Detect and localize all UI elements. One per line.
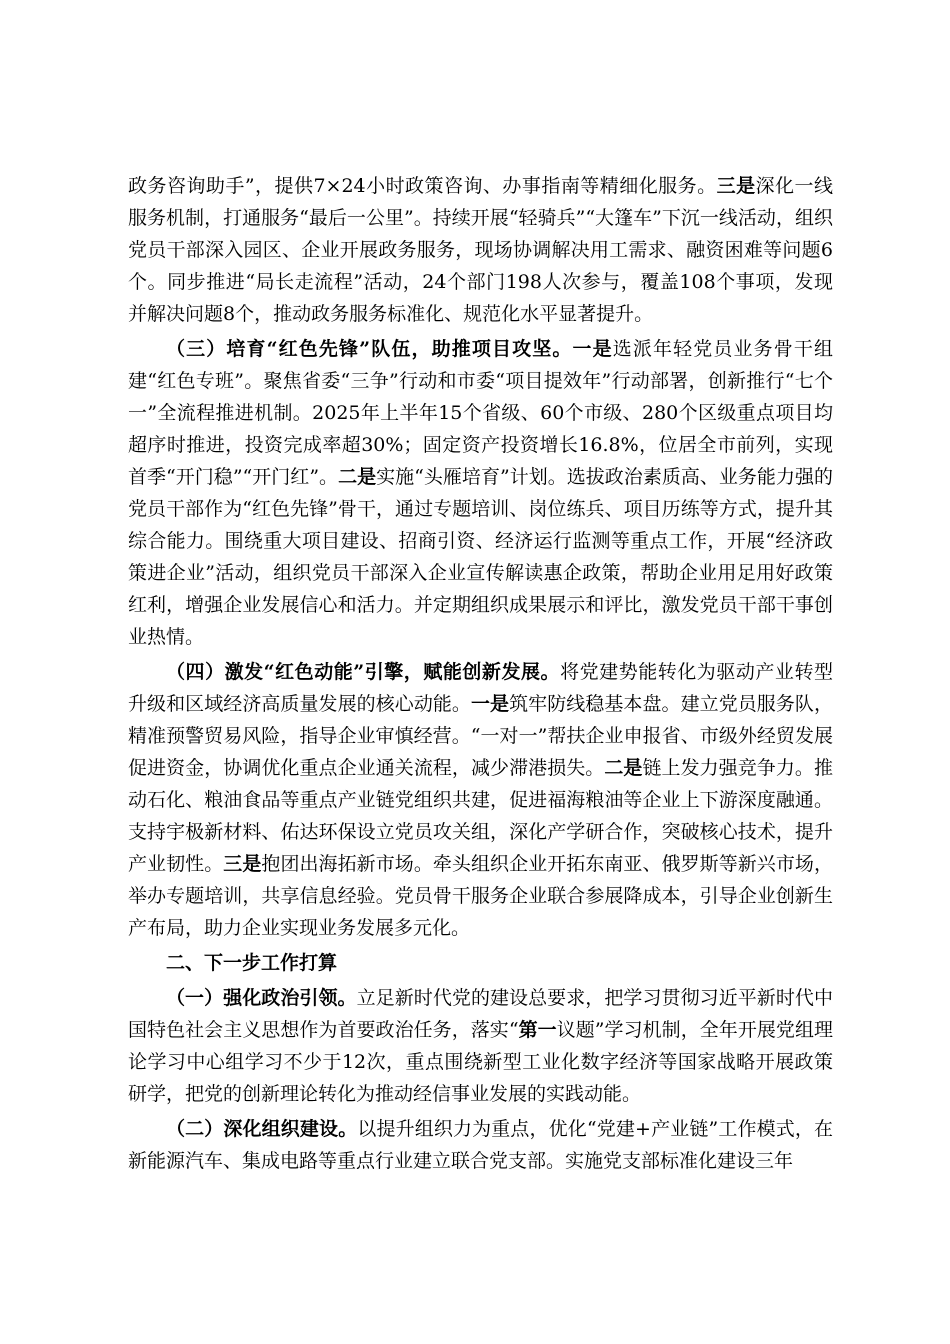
text-run: 将党建势能转化为驱动产业转型升级和区域经济高质量发展的核心动能。 — [128, 661, 833, 715]
text-run: 筑牢防线稳基本盘。建立党员服务队，精准预警贸易风险，指导企业审慎经营。“一对一”帮扶企业申报省、市级外经贸发展促进资金，协调优化重点企业通关流程，减少滞港损失。 — [128, 693, 833, 779]
section-heading-1: （一）强化政治引领。 — [166, 987, 357, 1009]
text-run: 议题”学习机制，全年开展党组理论学习中心组学习不少于12次，重点围绕新型工业化数字经济等国家战略开展政策研学，把党的创新理论转化为推动经信事业发展的实践动能。 — [128, 1019, 834, 1105]
section-heading-2: （二）深化组织建设。 — [166, 1118, 358, 1140]
heading-next-steps: 二、下一步工作打算 — [166, 952, 338, 974]
text-run: 以提升组织力为重点，优化“党建+产业链”工作模式，在新能源汽车、集成电路等重点行业建立联合党支部。实施党支部标准化建设三年 — [128, 1118, 833, 1172]
paragraph-organization-building — [128, 1113, 833, 1177]
section-heading-3: （三）培育“红色先锋”队伍，助推项目攻坚。一是 — [166, 338, 613, 360]
bold-run: 一是 — [470, 693, 510, 715]
paragraph-red-momentum — [128, 656, 833, 944]
bold-run: 二是 — [604, 757, 643, 779]
text-run: 链上发力强竞争力。推动石化、粮油食品等重点产业链党组织共建，促进福海粮油等企业上下游深度融通。支持宇极新材料、佑达环保设立党员攻关组，深化产学研合作，突破核心技术，提升产业韧性。 — [128, 757, 833, 875]
bold-run: 三是 — [716, 175, 756, 197]
paragraph-service-mechanism — [128, 170, 833, 330]
section-heading-4: （四）激发“红色动能”引擎，赋能创新发展。 — [166, 661, 561, 683]
paragraph-political-guidance — [128, 982, 833, 1110]
bold-run: 三是 — [223, 853, 262, 875]
bold-run: 第一 — [518, 1019, 557, 1041]
text-run: 深化一线服务机制，打通服务“最后一公里”。持续开展“轻骑兵”“大篷车”下沉一线活动，组织党员干部深入园区、企业开展政务服务，现场协调解决用工需求、融资困难等问题6个。同步推进“局长走流程”活动，24个部门198人次参与，覆盖108个事项，发现并解决问题8个，推动政务服务标准化、规范化水平显著提升。 — [128, 175, 833, 325]
text-run: 抱团出海拓新市场。牵头组织企业开拓东南亚、俄罗斯等新兴市场，举办专题培训，共享信息经验。党员骨干服务企业联合参展降成本，引导企业创新生产布局，助力企业实现业务发展多元化。 — [128, 853, 833, 939]
text-run: 立足新时代党的建设总要求，把学习贯彻习近平新时代中国特色社会主义思想作为首要政治任务，落实“ — [128, 987, 833, 1041]
text-run: 选派年轻党员业务骨干组建“红色专班”。聚焦省委“三争”行动和市委“项目提效年”行动部署，创新推行“七个一”全流程推进机制。2025年上半年15个省级、60个市级、280个区级重点项目均超序时推进，投资完成率超30%；固定资产投资增长16.8%，位居全市前列，实现首季“开门稳”“开门红”。 — [128, 338, 833, 488]
paragraph-red-vanguard-team — [128, 333, 833, 653]
document-page — [128, 170, 833, 1177]
bold-run: 二是 — [338, 466, 377, 488]
text-run: 政务咨询助手”，提供7×24小时政策咨询、办事指南等精细化服务。 — [128, 175, 717, 197]
text-run: 实施“头雁培育”计划。选拔政治素质高、业务能力强的党员干部作为“红色先锋”骨干，通过专题培训、岗位练兵、项目历练等方式，提升其综合能力。围绕重大项目建设、招商引资、经济运行监测等重点工作，开展“经济政策进企业”活动，组织党员干部深入企业宣传解读惠企政策，帮助企业用足用好政策红利，增强企业发展信心和活力。并定期组织成果展示和评比，激发党员干部干事创业热情。 — [128, 466, 833, 648]
